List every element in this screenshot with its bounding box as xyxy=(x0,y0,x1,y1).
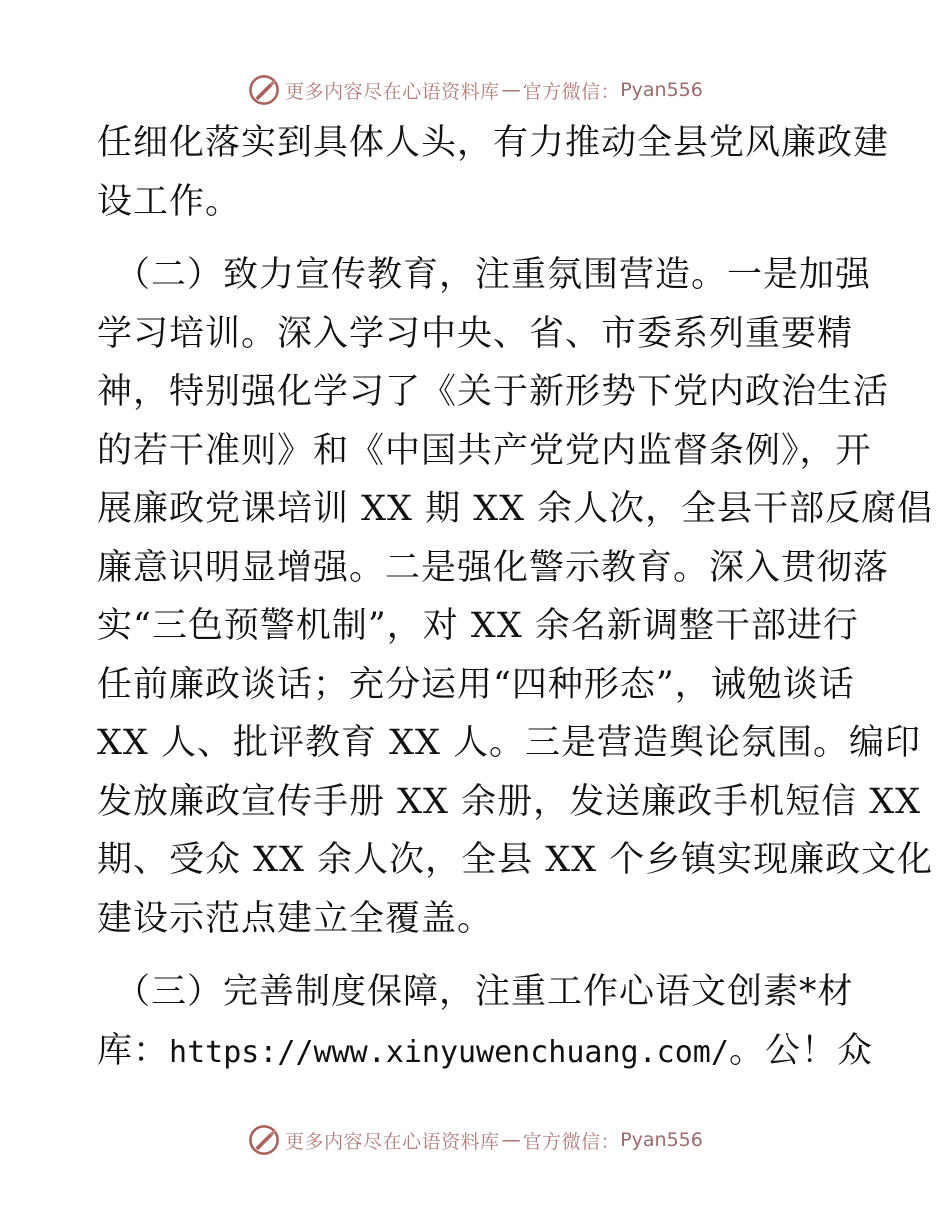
paragraph-publicity-education xyxy=(97,246,934,948)
website-link[interactable]: https://www.xinyuwenchuang.com/ xyxy=(169,1034,729,1070)
watermark-text: 更多内容尽在心语资料库 xyxy=(285,1130,500,1153)
watermark-text: 更多内容尽在心语资料库 xyxy=(285,80,500,103)
watermark-wechat-label: 官方微信： xyxy=(522,80,621,103)
text-line: （三）完善制度保障，注重工作心语文创素*材 xyxy=(115,972,854,1012)
paragraph-system-guarantee xyxy=(97,963,873,1080)
text-line: 神，特别强化学习了《关于新形势下党内政治生活 xyxy=(97,372,890,412)
text-line: XX 人、批评教育 XX 人。三是营造舆论氛围。编印 xyxy=(97,723,922,763)
text-line: 建设示范点建立全覆盖。 xyxy=(97,898,494,939)
text-line-with-link xyxy=(97,1022,873,1081)
watermark-separator: — xyxy=(501,79,521,101)
watermark-wechat-label: 官方微信： xyxy=(522,1130,621,1153)
text-line: 的若干准则》和《中国共产党党内监督条例》，开 xyxy=(97,430,872,471)
text-line: 设工作。 xyxy=(97,181,242,222)
quill-seal-logo-icon xyxy=(247,1123,281,1157)
text-line: 任前廉政谈话；充分运用“四种形态”，诫勉谈话 xyxy=(97,664,855,705)
watermark-handle: Pyan556 xyxy=(620,79,703,101)
text-line: 期、受众 XX 余人次，全县 XX 个乡镇实现廉政文化 xyxy=(97,840,934,880)
watermark-handle: Pyan556 xyxy=(620,1129,703,1151)
text-line: 实“三色预警机制”，对 XX 余名新调整干部进行 xyxy=(97,606,859,646)
paragraph-continuation xyxy=(97,114,890,231)
text-line: （二）致力宣传教育，注重氛围营造。一是加强 xyxy=(115,255,872,295)
header-watermark xyxy=(0,70,950,110)
watermark-separator: — xyxy=(501,1129,521,1151)
library-label: 库： xyxy=(97,1030,170,1071)
text-line: 学习培训。深入学习中央、省、市委系列重要精 xyxy=(97,313,854,354)
text-line: 发放廉政宣传手册 XX 余册，发送廉政手机短信 XX xyxy=(97,781,922,822)
text-line: 展廉政党课培训 XX 期 XX 余人次，全县干部反腐倡 xyxy=(97,489,934,529)
footer-watermark xyxy=(0,1120,950,1160)
text-line: 廉意识明显增强。二是强化警示教育。深入贯彻落 xyxy=(97,547,890,588)
text-line: 任细化落实到具体人头，有力推动全县党风廉政建 xyxy=(97,123,890,163)
quill-seal-logo-icon xyxy=(247,73,281,107)
trailing-text: 。公！众 xyxy=(728,1030,873,1071)
